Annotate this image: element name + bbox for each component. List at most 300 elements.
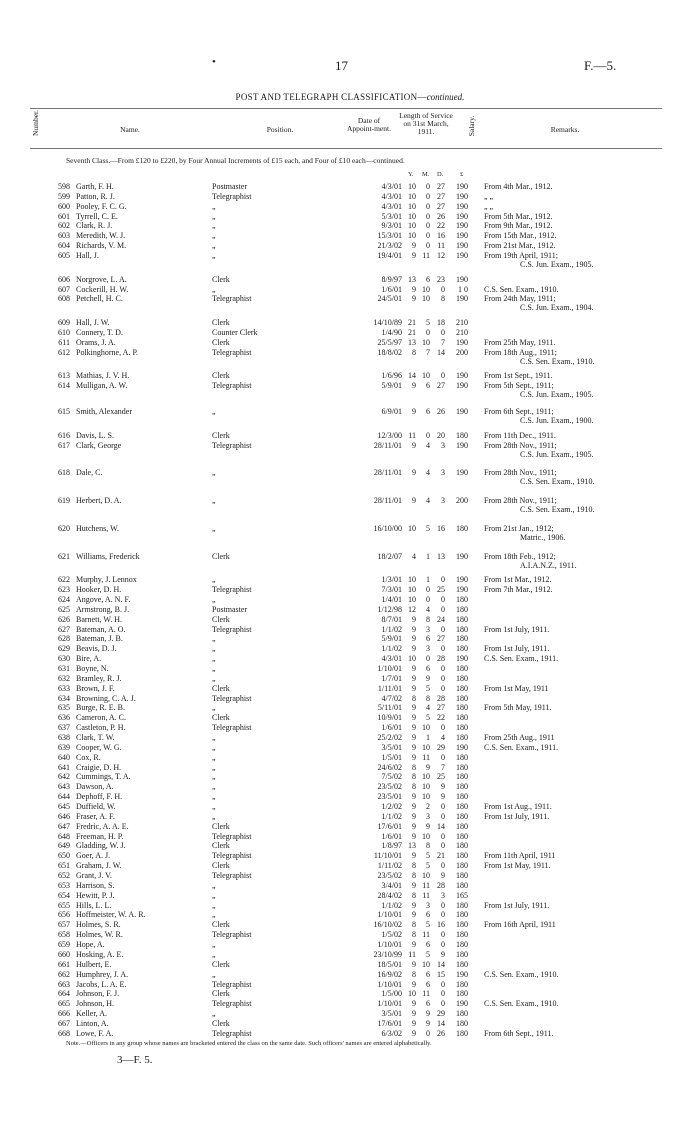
row-number: 659 bbox=[58, 940, 70, 950]
table-row bbox=[0, 595, 700, 604]
table-row bbox=[0, 318, 700, 327]
row-name: Hall, J. bbox=[76, 251, 99, 261]
row-salary: 190 bbox=[456, 551, 468, 561]
row-position: Telegraphist bbox=[212, 871, 252, 881]
row-salary: 180 bbox=[456, 762, 468, 772]
row-remarks-continued: C.S. Sen. Exam., 1910. bbox=[520, 505, 595, 515]
row-date: 18/5/01 bbox=[377, 959, 402, 969]
row-position: Telegraphist bbox=[212, 831, 252, 841]
row-name: Hewitt, P. J. bbox=[76, 890, 115, 900]
row-years: 9 bbox=[412, 634, 416, 644]
row-name: Cooper, W. G. bbox=[76, 742, 122, 752]
row-number: 612 bbox=[58, 347, 70, 357]
table-row bbox=[0, 960, 700, 969]
row-months: 10 bbox=[422, 294, 430, 304]
row-name: Herbert, D. A. bbox=[76, 496, 122, 506]
row-days: 9 bbox=[441, 871, 445, 881]
row-days: 0 bbox=[441, 604, 445, 614]
row-months: 0 bbox=[426, 585, 430, 595]
row-name: Polkinghorne, A. P. bbox=[76, 347, 139, 357]
row-date: 4/3/01 bbox=[381, 201, 402, 211]
row-salary: 190 bbox=[456, 742, 468, 752]
page-reference: F.—5. bbox=[584, 58, 617, 73]
row-date: 4/3/01 bbox=[381, 182, 402, 191]
row-date: 1/11/02 bbox=[377, 861, 402, 871]
row-years: 9 bbox=[412, 284, 416, 294]
row-number: 655 bbox=[58, 900, 70, 910]
row-date: 1/11/01 bbox=[377, 683, 402, 693]
row-number: 649 bbox=[58, 841, 70, 851]
row-position: „ bbox=[212, 211, 216, 221]
row-date: 1/4/01 bbox=[381, 594, 402, 604]
row-remarks: From 19th April, 1911; bbox=[484, 251, 558, 261]
row-months: 10 bbox=[422, 959, 430, 969]
row-position: Telegraphist bbox=[212, 999, 252, 1009]
row-position: Clerk bbox=[212, 713, 230, 723]
table-row bbox=[0, 182, 700, 191]
row-months: 8 bbox=[426, 614, 430, 624]
table-row bbox=[0, 221, 700, 230]
row-days: 3 bbox=[441, 468, 445, 478]
row-salary: 180 bbox=[456, 624, 468, 634]
row-name: Graham, J. W. bbox=[76, 861, 122, 871]
row-days: 0 bbox=[441, 940, 445, 950]
row-days: 0 bbox=[441, 831, 445, 841]
row-date: 8/9/97 bbox=[381, 274, 402, 284]
row-position: „ bbox=[212, 742, 216, 752]
row-position: „ bbox=[212, 782, 216, 792]
table-row bbox=[0, 891, 700, 900]
row-position: „ bbox=[212, 251, 216, 261]
table-row bbox=[0, 202, 700, 211]
row-years: 9 bbox=[412, 999, 416, 1009]
row-remarks: From 11th April, 1911 bbox=[484, 851, 556, 861]
row-salary: 190 bbox=[456, 231, 468, 241]
row-date: 4/3/01 bbox=[381, 654, 402, 664]
row-years: 10 bbox=[408, 191, 416, 201]
row-days: 25 bbox=[437, 585, 445, 595]
row-months: 10 bbox=[422, 772, 430, 782]
row-remarks: From 1st Mar., 1912. bbox=[484, 575, 552, 585]
table-row bbox=[0, 1009, 700, 1018]
row-years: 9 bbox=[412, 713, 416, 723]
row-days: 27 bbox=[437, 182, 445, 191]
row-name: Dale, C. bbox=[76, 468, 103, 478]
row-date: 1/3/01 bbox=[381, 575, 402, 585]
row-position: „ bbox=[212, 284, 216, 294]
row-number: 626 bbox=[58, 614, 70, 624]
row-days: 11 bbox=[437, 241, 445, 251]
table-row bbox=[0, 753, 700, 762]
row-position: Clerk bbox=[212, 861, 230, 871]
row-months: 3 bbox=[426, 644, 430, 654]
row-number: 613 bbox=[58, 371, 70, 381]
row-number: 615 bbox=[58, 407, 70, 417]
row-number: 660 bbox=[58, 949, 70, 959]
table-row bbox=[0, 1029, 700, 1038]
row-years: 9 bbox=[412, 742, 416, 752]
table-row bbox=[0, 605, 700, 614]
row-date: 7/3/01 bbox=[381, 585, 402, 595]
table-row bbox=[0, 901, 700, 910]
row-number: 617 bbox=[58, 440, 70, 450]
row-salary: 210 bbox=[456, 328, 468, 338]
row-days: 0 bbox=[441, 575, 445, 585]
row-date: 4/3/01 bbox=[381, 191, 402, 201]
row-months: 0 bbox=[426, 231, 430, 241]
row-date: 23/5/02 bbox=[377, 782, 402, 792]
row-years: 10 bbox=[408, 182, 416, 191]
row-number: 646 bbox=[58, 811, 70, 821]
row-date: 1/7/01 bbox=[381, 673, 402, 683]
row-months: 6 bbox=[426, 910, 430, 920]
row-number: 621 bbox=[58, 551, 70, 561]
row-months: 10 bbox=[422, 723, 430, 733]
row-years: 9 bbox=[412, 900, 416, 910]
row-years: 13 bbox=[408, 337, 416, 347]
row-salary: 180 bbox=[456, 673, 468, 683]
row-days: 0 bbox=[441, 673, 445, 683]
row-years: 9 bbox=[412, 1009, 416, 1019]
row-position: „ bbox=[212, 634, 216, 644]
row-years: 9 bbox=[412, 802, 416, 812]
row-position: Telegraphist bbox=[212, 693, 252, 703]
header-name: Name. bbox=[120, 125, 140, 134]
row-date: 1/6/01 bbox=[381, 723, 402, 733]
row-position: „ bbox=[212, 940, 216, 950]
row-name: Lowe, F. A. bbox=[76, 1028, 114, 1038]
row-name: Bire, A. bbox=[76, 654, 102, 664]
table-row bbox=[0, 241, 700, 250]
row-years: 12 bbox=[408, 604, 416, 614]
row-years: 9 bbox=[412, 663, 416, 673]
row-date: 17/6/01 bbox=[377, 1018, 402, 1028]
row-name: Davis, L. S. bbox=[76, 430, 114, 440]
row-months: 5 bbox=[426, 523, 430, 533]
row-date: 14/10/89 bbox=[373, 318, 402, 328]
row-date: 1/5/00 bbox=[381, 989, 402, 999]
row-days: 27 bbox=[437, 381, 445, 391]
row-months: 10 bbox=[422, 831, 430, 841]
row-name: Gladding, W. J. bbox=[76, 841, 126, 851]
row-salary: 180 bbox=[456, 703, 468, 713]
row-years: 8 bbox=[412, 890, 416, 900]
row-name: Richards, V. M. bbox=[76, 241, 127, 251]
row-days: 0 bbox=[441, 930, 445, 940]
row-date: 1/6/96 bbox=[381, 371, 402, 381]
row-number: 666 bbox=[58, 1009, 70, 1019]
row-days: 0 bbox=[441, 999, 445, 1009]
table-row bbox=[0, 615, 700, 624]
row-date: 28/11/01 bbox=[373, 468, 402, 478]
table-row bbox=[0, 338, 700, 347]
row-remarks: From 1st July, 1911. bbox=[484, 624, 550, 634]
row-name: Hutchens, W. bbox=[76, 523, 119, 533]
header-rule-bottom bbox=[30, 148, 662, 149]
row-years: 9 bbox=[412, 831, 416, 841]
row-number: 618 bbox=[58, 468, 70, 478]
row-days: 0 bbox=[441, 723, 445, 733]
row-remarks: From 7th Mar., 1912. bbox=[484, 585, 553, 595]
table-row bbox=[0, 625, 700, 634]
row-years: 10 bbox=[408, 575, 416, 585]
row-days: 0 bbox=[441, 811, 445, 821]
row-months: 5 bbox=[426, 920, 430, 930]
row-months: 4 bbox=[426, 440, 430, 450]
row-remarks-continued: C.S. Jun. Exam., 1905. bbox=[520, 449, 594, 459]
row-date: 21/3/02 bbox=[377, 241, 402, 251]
table-row bbox=[0, 851, 700, 860]
row-years: 9 bbox=[412, 644, 416, 654]
table-row bbox=[0, 713, 700, 722]
row-salary: 180 bbox=[456, 940, 468, 950]
row-months: 11 bbox=[422, 989, 430, 999]
row-days: 16 bbox=[437, 523, 445, 533]
row-months: 4 bbox=[426, 496, 430, 506]
table-row bbox=[0, 381, 700, 400]
row-years: 9 bbox=[412, 440, 416, 450]
row-name: Hall, J. W. bbox=[76, 318, 110, 328]
row-date: 1/10/01 bbox=[377, 979, 402, 989]
row-months: 9 bbox=[426, 821, 430, 831]
row-number: 653 bbox=[58, 880, 70, 890]
table-row bbox=[0, 871, 700, 880]
row-name: Castleton, P. H. bbox=[76, 723, 126, 733]
row-number: 632 bbox=[58, 673, 70, 683]
row-remarks: „ „ bbox=[484, 191, 494, 201]
table-row bbox=[0, 575, 700, 584]
row-date: 1/1/02 bbox=[381, 900, 402, 910]
row-days: 26 bbox=[437, 211, 445, 221]
row-salary: 180 bbox=[456, 910, 468, 920]
row-date: 3/4/01 bbox=[381, 880, 402, 890]
row-salary: 190 bbox=[456, 182, 468, 191]
row-number: 602 bbox=[58, 221, 70, 231]
row-number: 651 bbox=[58, 861, 70, 871]
table-row bbox=[0, 551, 700, 570]
row-salary: 190 bbox=[456, 274, 468, 284]
row-date: 17/6/01 bbox=[377, 821, 402, 831]
row-years: 10 bbox=[408, 221, 416, 231]
row-position: Telegraphist bbox=[212, 851, 252, 861]
row-date: 19/4/01 bbox=[377, 251, 402, 261]
row-number: 647 bbox=[58, 821, 70, 831]
row-salary: 190 bbox=[456, 440, 468, 450]
row-years: 10 bbox=[408, 201, 416, 211]
row-name: Hills, L. L. bbox=[76, 900, 112, 910]
row-salary: 190 bbox=[456, 221, 468, 231]
row-months: 9 bbox=[426, 1018, 430, 1028]
row-months: 0 bbox=[426, 328, 430, 338]
row-name: Armstrong, B. J. bbox=[76, 604, 130, 614]
row-months: 6 bbox=[426, 407, 430, 417]
row-name: Cockerill, H. W. bbox=[76, 284, 129, 294]
row-number: 635 bbox=[58, 703, 70, 713]
header-number-label: Number. bbox=[31, 109, 40, 137]
row-remarks: From 1st Sept., 1911. bbox=[484, 371, 553, 381]
row-date: 1/5/01 bbox=[381, 752, 402, 762]
row-position: Clerk bbox=[212, 841, 230, 851]
row-salary: 190 bbox=[456, 969, 468, 979]
row-date: 28/11/01 bbox=[373, 496, 402, 506]
row-salary: 180 bbox=[456, 920, 468, 930]
row-name: Angove, A. N. F. bbox=[76, 594, 131, 604]
row-date: 1/12/98 bbox=[377, 604, 402, 614]
row-date: 28/4/02 bbox=[377, 890, 402, 900]
row-days: 29 bbox=[437, 1009, 445, 1019]
row-days: 0 bbox=[441, 752, 445, 762]
row-months: 6 bbox=[426, 663, 430, 673]
row-date: 1/6/01 bbox=[381, 831, 402, 841]
table-row bbox=[0, 664, 700, 673]
row-date: 5/11/01 bbox=[377, 703, 402, 713]
row-days: 9 bbox=[441, 782, 445, 792]
row-number: 665 bbox=[58, 999, 70, 1009]
row-number: 657 bbox=[58, 920, 70, 930]
row-years: 9 bbox=[412, 811, 416, 821]
row-position: Telegraphist bbox=[212, 930, 252, 940]
row-years: 13 bbox=[408, 841, 416, 851]
row-months: 0 bbox=[426, 201, 430, 211]
row-number: 607 bbox=[58, 284, 70, 294]
row-months: 5 bbox=[426, 318, 430, 328]
row-date: 28/11/01 bbox=[373, 440, 402, 450]
row-months: 4 bbox=[426, 468, 430, 478]
row-months: 0 bbox=[426, 182, 430, 191]
row-remarks: From 25th Aug., 1911 bbox=[484, 733, 555, 742]
row-remarks-continued: C.S. Jun. Exam., 1904. bbox=[520, 303, 594, 313]
row-position: „ bbox=[212, 969, 216, 979]
row-years: 9 bbox=[412, 979, 416, 989]
row-date: 4/7/02 bbox=[381, 693, 402, 703]
row-salary: 180 bbox=[456, 663, 468, 673]
row-name: Murphy, J. Lennox bbox=[76, 575, 137, 585]
row-number: 661 bbox=[58, 959, 70, 969]
row-salary: 180 bbox=[456, 523, 468, 533]
row-date: 16/10/02 bbox=[373, 920, 402, 930]
row-salary: 190 bbox=[456, 337, 468, 347]
row-date: 23/5/02 bbox=[377, 871, 402, 881]
row-position: „ bbox=[212, 231, 216, 241]
row-days: 0 bbox=[441, 683, 445, 693]
row-position: Telegraphist bbox=[212, 347, 252, 357]
row-remarks-continued: C.S. Jun. Exam., 1905. bbox=[520, 390, 594, 400]
row-years: 9 bbox=[412, 241, 416, 251]
row-name: Hulbert, E. bbox=[76, 959, 112, 969]
row-remarks: From 9th Mar., 1912. bbox=[484, 221, 553, 231]
row-name: Meredith, W. J. bbox=[76, 231, 126, 241]
row-months: 5 bbox=[426, 851, 430, 861]
row-remarks-continued: A.I.A.N.Z., 1911. bbox=[520, 560, 577, 570]
row-salary: 190 bbox=[456, 211, 468, 221]
row-days: 15 bbox=[437, 969, 445, 979]
table-row bbox=[0, 881, 700, 890]
row-months: 9 bbox=[426, 762, 430, 772]
table-row bbox=[0, 841, 700, 850]
row-remarks: From 1st Aug., 1911. bbox=[484, 802, 552, 812]
row-years: 9 bbox=[412, 851, 416, 861]
row-days: 0 bbox=[441, 328, 445, 338]
row-years: 9 bbox=[412, 792, 416, 802]
row-name: Dawson, A. bbox=[76, 782, 114, 792]
row-date: 16/9/02 bbox=[377, 969, 402, 979]
row-position: Clerk bbox=[212, 371, 230, 381]
row-date: 16/10/00 bbox=[373, 523, 402, 533]
row-position: Clerk bbox=[212, 1018, 230, 1028]
row-name: Johnson, H. bbox=[76, 999, 115, 1009]
row-salary: 190 bbox=[456, 294, 468, 304]
row-number: 641 bbox=[58, 762, 70, 772]
row-date: 1/5/02 bbox=[381, 930, 402, 940]
row-position: Clerk bbox=[212, 989, 230, 999]
row-days: 29 bbox=[437, 742, 445, 752]
row-months: 6 bbox=[426, 274, 430, 284]
row-date: 3/5/01 bbox=[381, 1009, 402, 1019]
unit-years: Y. bbox=[408, 171, 414, 178]
unit-pound: £ bbox=[460, 171, 464, 178]
row-position: Clerk bbox=[212, 920, 230, 930]
table-row bbox=[0, 585, 700, 594]
row-date: 24/5/01 bbox=[377, 294, 402, 304]
row-number: 644 bbox=[58, 792, 70, 802]
table-row bbox=[0, 822, 700, 831]
header-remarks: Remarks. bbox=[550, 125, 580, 134]
row-position: „ bbox=[212, 1009, 216, 1019]
table-row bbox=[0, 703, 700, 712]
row-position: „ bbox=[212, 733, 216, 742]
row-salary: 190 bbox=[456, 381, 468, 391]
row-number: 623 bbox=[58, 585, 70, 595]
row-position: „ bbox=[212, 802, 216, 812]
row-date: 24/6/02 bbox=[377, 762, 402, 772]
row-salary: 180 bbox=[456, 1018, 468, 1028]
row-position: „ bbox=[212, 811, 216, 821]
row-remarks: From 1st May, 1911. bbox=[484, 861, 551, 871]
row-salary: 180 bbox=[456, 900, 468, 910]
table-row bbox=[0, 634, 700, 643]
row-position: „ bbox=[212, 523, 216, 533]
row-days: 4 bbox=[441, 733, 445, 742]
row-days: 14 bbox=[437, 347, 445, 357]
row-date: 1/2/02 bbox=[381, 802, 402, 812]
row-name: Bramley, R. J. bbox=[76, 673, 122, 683]
row-years: 21 bbox=[408, 328, 416, 338]
row-remarks: C.S. Sen. Exam., 1910. bbox=[484, 999, 559, 1009]
table-row bbox=[0, 772, 700, 781]
table-row bbox=[0, 989, 700, 998]
row-remarks: From 16th April, 1911 bbox=[484, 920, 556, 930]
row-salary: 180 bbox=[456, 614, 468, 624]
row-name: Garth, F. H. bbox=[76, 182, 114, 191]
row-days: 18 bbox=[437, 318, 445, 328]
row-years: 9 bbox=[412, 294, 416, 304]
row-name: Burge, R. E. B. bbox=[76, 703, 125, 713]
header-number bbox=[30, 109, 50, 146]
table-row bbox=[0, 468, 700, 487]
row-months: 9 bbox=[426, 1009, 430, 1019]
table-row bbox=[0, 743, 700, 752]
row-salary: 190 bbox=[456, 201, 468, 211]
footnote: Note.—Officers in any group whose names are bracketed entered the class on the same date. Such officers' names are entered alphabetically. bbox=[66, 1040, 432, 1047]
row-months: 1 bbox=[426, 575, 430, 585]
row-days: 25 bbox=[437, 772, 445, 782]
row-days: 27 bbox=[437, 201, 445, 211]
row-remarks: From 5th Sept., 1911; bbox=[484, 381, 554, 391]
row-date: 12/3/00 bbox=[377, 430, 402, 440]
row-salary: 180 bbox=[456, 644, 468, 654]
row-name: Beavis, D. J. bbox=[76, 644, 117, 654]
row-salary: 180 bbox=[456, 802, 468, 812]
